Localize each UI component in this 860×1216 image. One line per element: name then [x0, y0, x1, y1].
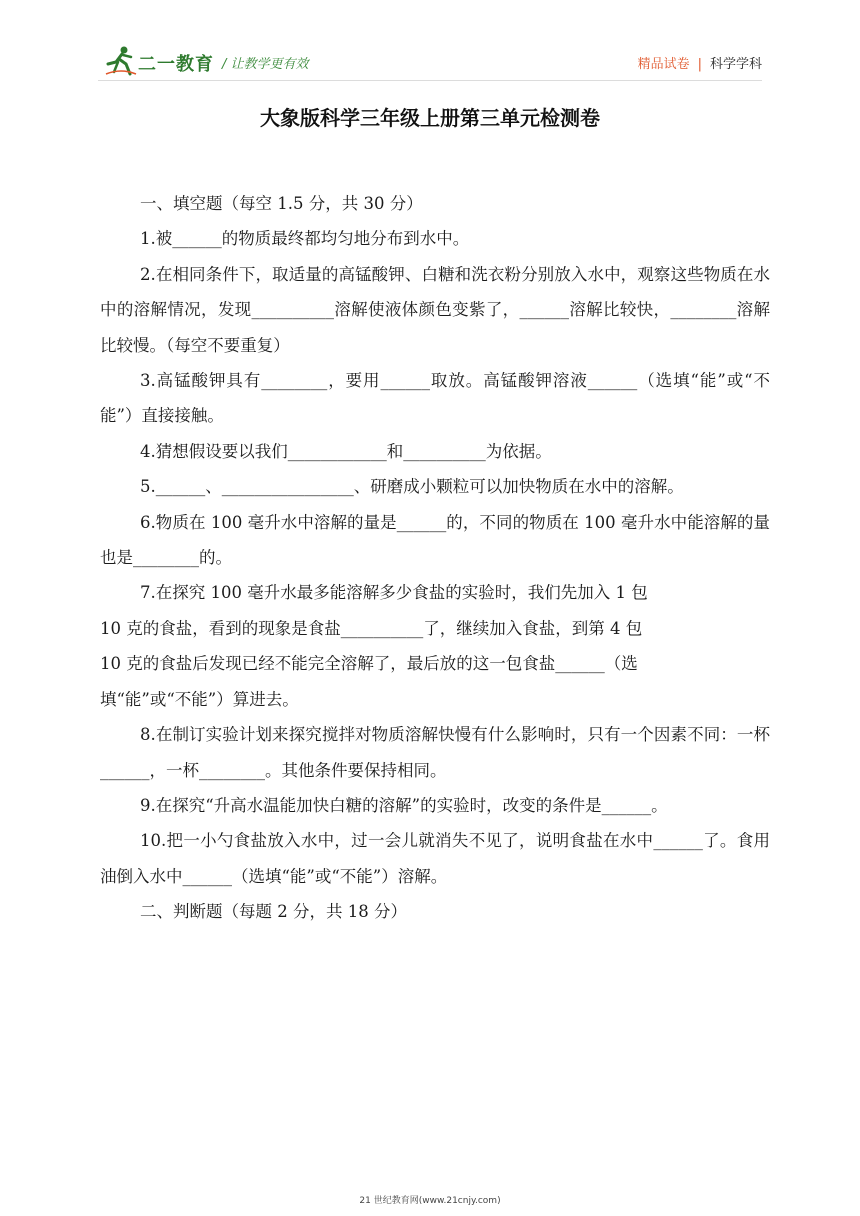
question-8: 8.在制订实验计划来探究搅拌对物质溶解快慢有什么影响时，只有一个因素不同：一杯______，一杯________。其他条件要保持相同。	[100, 725, 770, 780]
question-7-line-4: 填“能”或“不能”）算进去。	[100, 689, 299, 709]
question-10: 10.把一小勺食盐放入水中，过一会儿就消失不见了，说明食盐在水中______了。食用油倒入水中______（选填“能”或“不能”）溶解。	[100, 831, 770, 886]
page-header	[0, 0, 860, 90]
slogan: / 让教学更有效	[222, 57, 309, 72]
question-2: 2.在相同条件下，取适量的高锰酸钾、白糖和洗衣粉分别放入水中，观察这些物质在水中的溶解情况，发现__________溶解使液体颜色变紫了，______溶解比较快，________溶解比较慢。（每空不要重复）	[100, 264, 770, 355]
separator: |	[697, 57, 702, 72]
question-5: 5.______、________________、研磨成小颗粒可以加快物质在水中的溶解。	[140, 477, 684, 497]
question-7-line-2: 10 克的食盐，看到的现象是食盐__________了，继续加入食盐，到第 4 包	[100, 618, 643, 638]
section-heading-judge: 二、判断题（每题 2 分，共 18 分）	[140, 902, 407, 922]
logo-text: 二一教育	[138, 54, 214, 75]
page-title: 大象版科学三年级上册第三单元检测卷	[260, 106, 600, 130]
exam-content	[100, 186, 770, 930]
question-7-line-1: 7.在探究 100 毫升水最多能溶解多少食盐的实验时，我们先加入 1 包	[140, 583, 648, 603]
subject-label: 科学学科	[709, 57, 762, 72]
brand-labels	[638, 53, 762, 72]
question-4: 4.猜想假设要以我们____________和__________为依据。	[140, 441, 552, 461]
question-6: 6.物质在 100 毫升水中溶解的量是______的，不同的物质在 100 毫升水中能溶解的量也是________的。	[100, 512, 770, 568]
question-9: 9.在探究“升高水温能加快白糖的溶解”的实验时，改变的条件是______。	[140, 795, 668, 815]
premium-label: 精品试卷	[637, 57, 690, 72]
question-3: 3.高锰酸钾具有________，要用______取放。高锰酸钾溶液______（选填“能”或“不能”）直接接触。	[100, 371, 770, 426]
runner-logo-icon	[104, 44, 138, 78]
logo	[104, 44, 234, 82]
section-heading-fill: 一、填空题（每空 1.5 分，共 30 分）	[140, 194, 423, 213]
header-divider	[98, 80, 762, 81]
page-footer: 21 世纪教育网(www.21cnjy.com)	[359, 1196, 501, 1206]
question-7-line-3: 10 克的食盐后发现已经不能完全溶解了，最后放的这一包食盐______（选	[100, 654, 638, 674]
question-1: 1.被______的物质最终都均匀地分布到水中。	[140, 229, 470, 249]
